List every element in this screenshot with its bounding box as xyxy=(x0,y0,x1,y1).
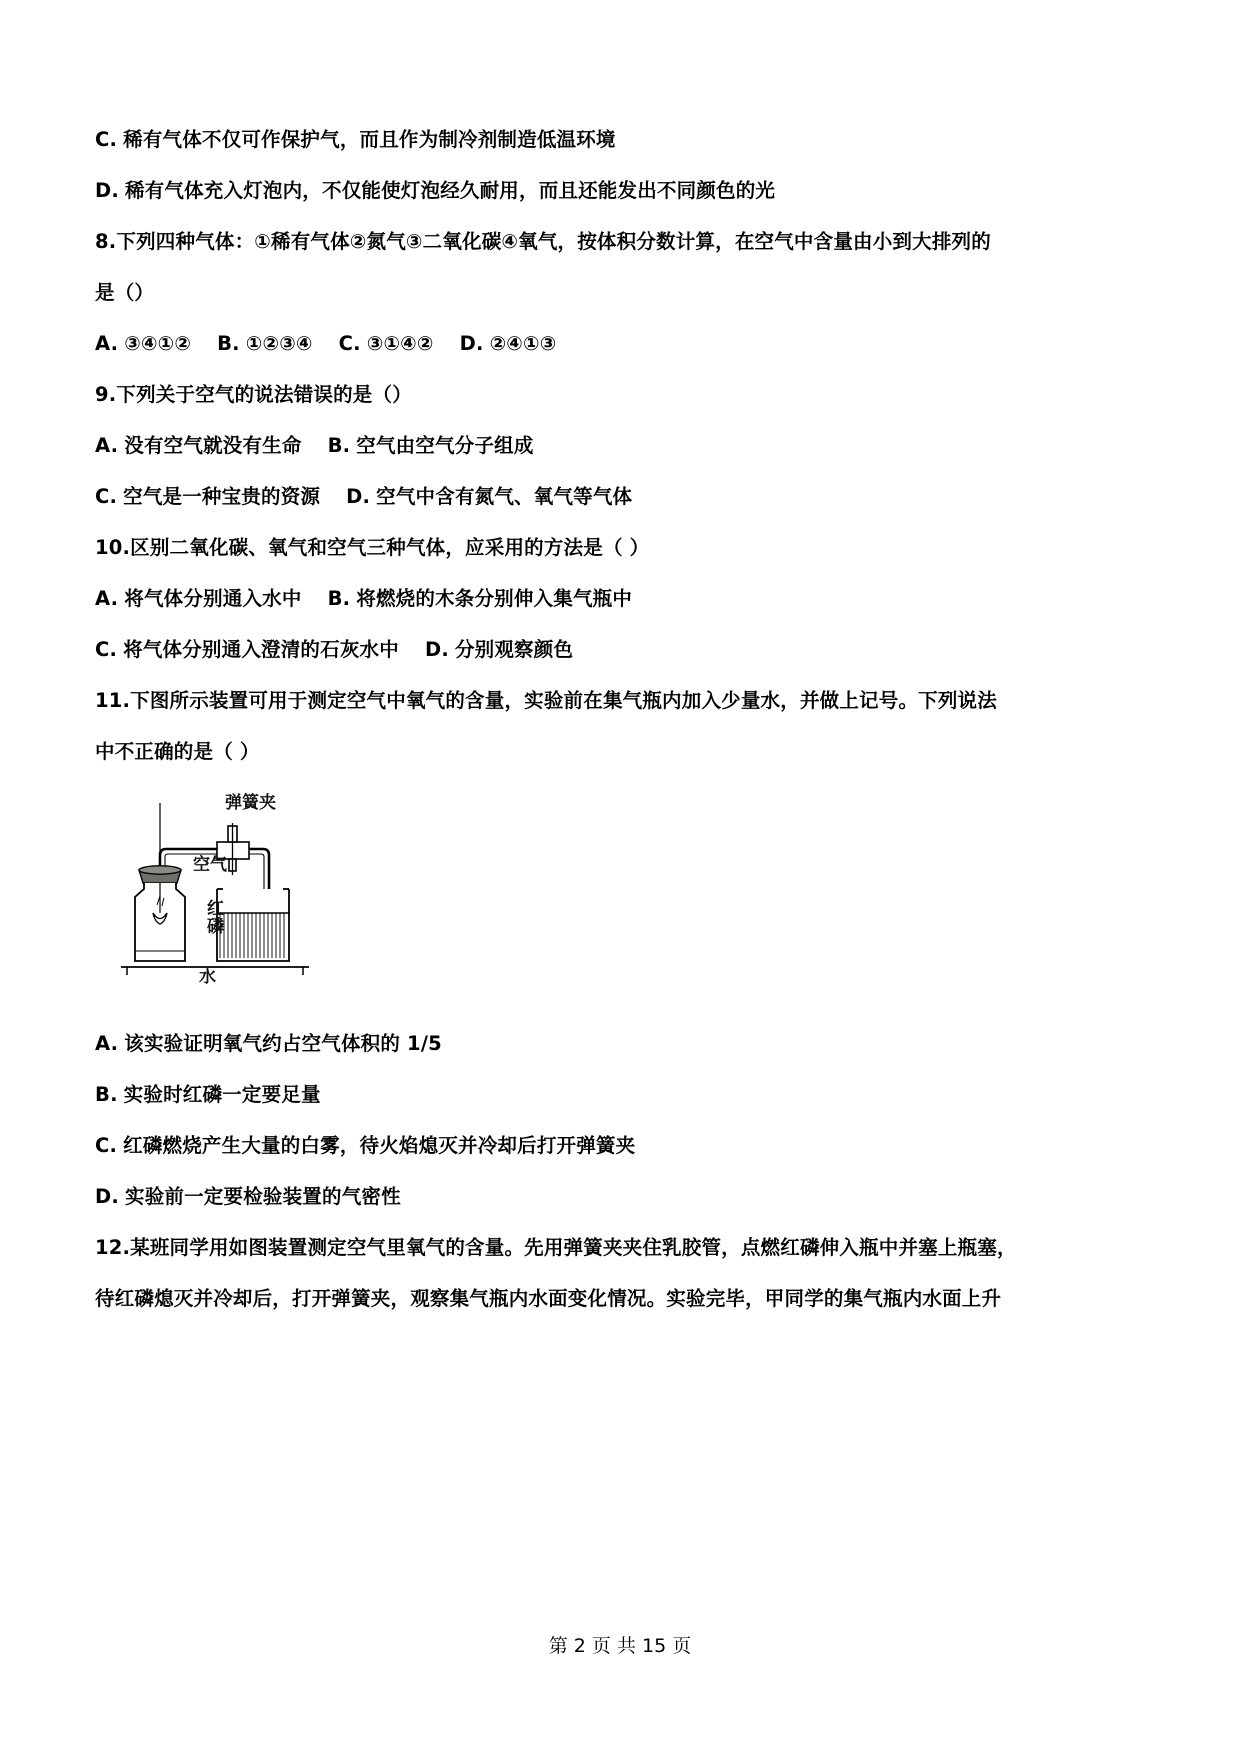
option-lead-c: C. xyxy=(338,332,361,355)
question-number: 11. xyxy=(95,689,131,712)
question-text: 下列关于空气的说法错误的是（） xyxy=(116,383,412,406)
question-stem-11-cont xyxy=(95,742,1160,762)
option-lead-a: A. xyxy=(95,332,119,355)
option-lead-c: C. xyxy=(95,1134,118,1157)
option-lead: D. xyxy=(95,179,119,202)
question-stem-10 xyxy=(95,538,1160,558)
option-lead-b: B. xyxy=(327,587,351,610)
question-stem-8-cont xyxy=(95,283,1160,303)
beaker xyxy=(217,889,289,961)
question-stem-9 xyxy=(95,385,1160,405)
option-row-q11-b xyxy=(95,1085,1160,1105)
option-text-c: ③①④② xyxy=(366,332,434,355)
question-text: 下图所示装置可用于测定空气中氧气的含量，实验前在集气瓶内加入少量水，并做上记号。下列说法 xyxy=(130,689,997,712)
option-text-b: 将燃烧的木条分别伸入集气瓶中 xyxy=(356,587,633,610)
figure-label-spring-clip: 弹簧夹 xyxy=(225,793,276,813)
question-text: 下列四种气体：①稀有气体②氮气③二氧化碳④氧气，按体积分数计算，在空气中含量由小到大排列的 xyxy=(116,230,991,253)
question-stem-11 xyxy=(95,691,1160,711)
option-lead-b: B. xyxy=(95,1083,118,1106)
figure-label-air: 空气 xyxy=(193,855,227,875)
option-row-q8 xyxy=(95,334,1160,354)
gas-collecting-bottle xyxy=(135,866,185,961)
option-text-d: 实验前一定要检验装置的气密性 xyxy=(125,1185,401,1208)
option-lead-d: D. xyxy=(95,1185,119,1208)
question-number: 8. xyxy=(95,230,117,253)
question-text-cont: 是（） xyxy=(95,281,155,304)
option-lead-a: A. xyxy=(95,1032,119,1055)
option-lead-c: C. xyxy=(95,638,118,661)
option-text-a: ③④①② xyxy=(124,332,192,355)
question-text: 某班同学用如图装置测定空气里氧气的含量。先用弹簧夹夹住乳胶管，点燃红磷伸入瓶中并塞上瓶塞， xyxy=(130,1236,1017,1259)
option-text-d: ②④①③ xyxy=(489,332,557,355)
option-text-b: 实验时红磷一定要足量 xyxy=(123,1083,321,1106)
option-row-q10-ab xyxy=(95,589,1160,609)
option-lead-b: B. xyxy=(327,434,351,457)
option-lead-d: D. xyxy=(424,638,449,661)
option-lead-a: A. xyxy=(95,587,119,610)
option-text-a: 没有空气就没有生命 xyxy=(124,434,302,457)
option-text-d: 空气中含有氮气、氧气等气体 xyxy=(376,485,633,508)
question-stem-12-cont xyxy=(95,1289,1160,1309)
question-stem-8 xyxy=(95,232,1160,252)
option-text-b: ①②③④ xyxy=(245,332,313,355)
option-lead-c: C. xyxy=(95,485,118,508)
option-lead: C. xyxy=(95,128,118,151)
option-row-q11-d xyxy=(95,1187,1160,1207)
option-row-q9-cd xyxy=(95,487,1160,507)
option-text-a: 将气体分别通入水中 xyxy=(124,587,302,610)
option-row-q10-cd xyxy=(95,640,1160,660)
option-text-a: 该实验证明氧气约占空气体积的 1/5 xyxy=(124,1032,442,1055)
option-row-q7-c xyxy=(95,130,1160,150)
option-lead-d: D. xyxy=(346,485,371,508)
option-text-c: 红磷燃烧产生大量的白雾，待火焰熄灭并冷却后打开弹簧夹 xyxy=(123,1134,636,1157)
figure-label-red-phosphorus: 红磷 xyxy=(207,899,224,937)
option-row-q11-c xyxy=(95,1136,1160,1156)
option-row-q11-a xyxy=(95,1034,1160,1054)
option-lead-a: A. xyxy=(95,434,119,457)
option-text-b: 空气由空气分子组成 xyxy=(356,434,534,457)
apparatus-drawing xyxy=(113,793,373,1008)
question-number: 10. xyxy=(95,536,131,559)
option-row-q9-ab xyxy=(95,436,1160,456)
option-lead-d: D. xyxy=(459,332,484,355)
option-text-c: 空气是一种宝贵的资源 xyxy=(123,485,321,508)
figure-label-water: 水 xyxy=(199,967,216,987)
option-text-d: 分别观察颜色 xyxy=(454,638,574,661)
oxygen-content-apparatus-figure xyxy=(113,793,373,1008)
page-footer: 第 2 页 共 15 页 xyxy=(548,1635,692,1657)
option-text: 稀有气体不仅可作保护气，而且作为制冷剂制造低温环境 xyxy=(123,128,616,151)
question-text-cont: 中不正确的是（ ） xyxy=(95,740,260,763)
option-lead-b: B. xyxy=(217,332,240,355)
question-number: 9. xyxy=(95,383,117,406)
question-stem-12 xyxy=(95,1238,1160,1258)
option-text: 稀有气体充入灯泡内，不仅能使灯泡经久耐用，而且还能发出不同颜色的光 xyxy=(125,179,776,202)
question-text-cont: 待红磷熄灭并冷却后，打开弹簧夹，观察集气瓶内水面变化情况。实验完毕，甲同学的集气瓶内水面上升 xyxy=(95,1287,1002,1310)
option-row-q7-d xyxy=(95,181,1160,201)
option-text-c: 将气体分别通入澄清的石灰水中 xyxy=(123,638,399,661)
question-number: 12. xyxy=(95,1236,131,1259)
question-text: 区别二氧化碳、氧气和空气三种气体，应采用的方法是（ ） xyxy=(130,536,650,559)
